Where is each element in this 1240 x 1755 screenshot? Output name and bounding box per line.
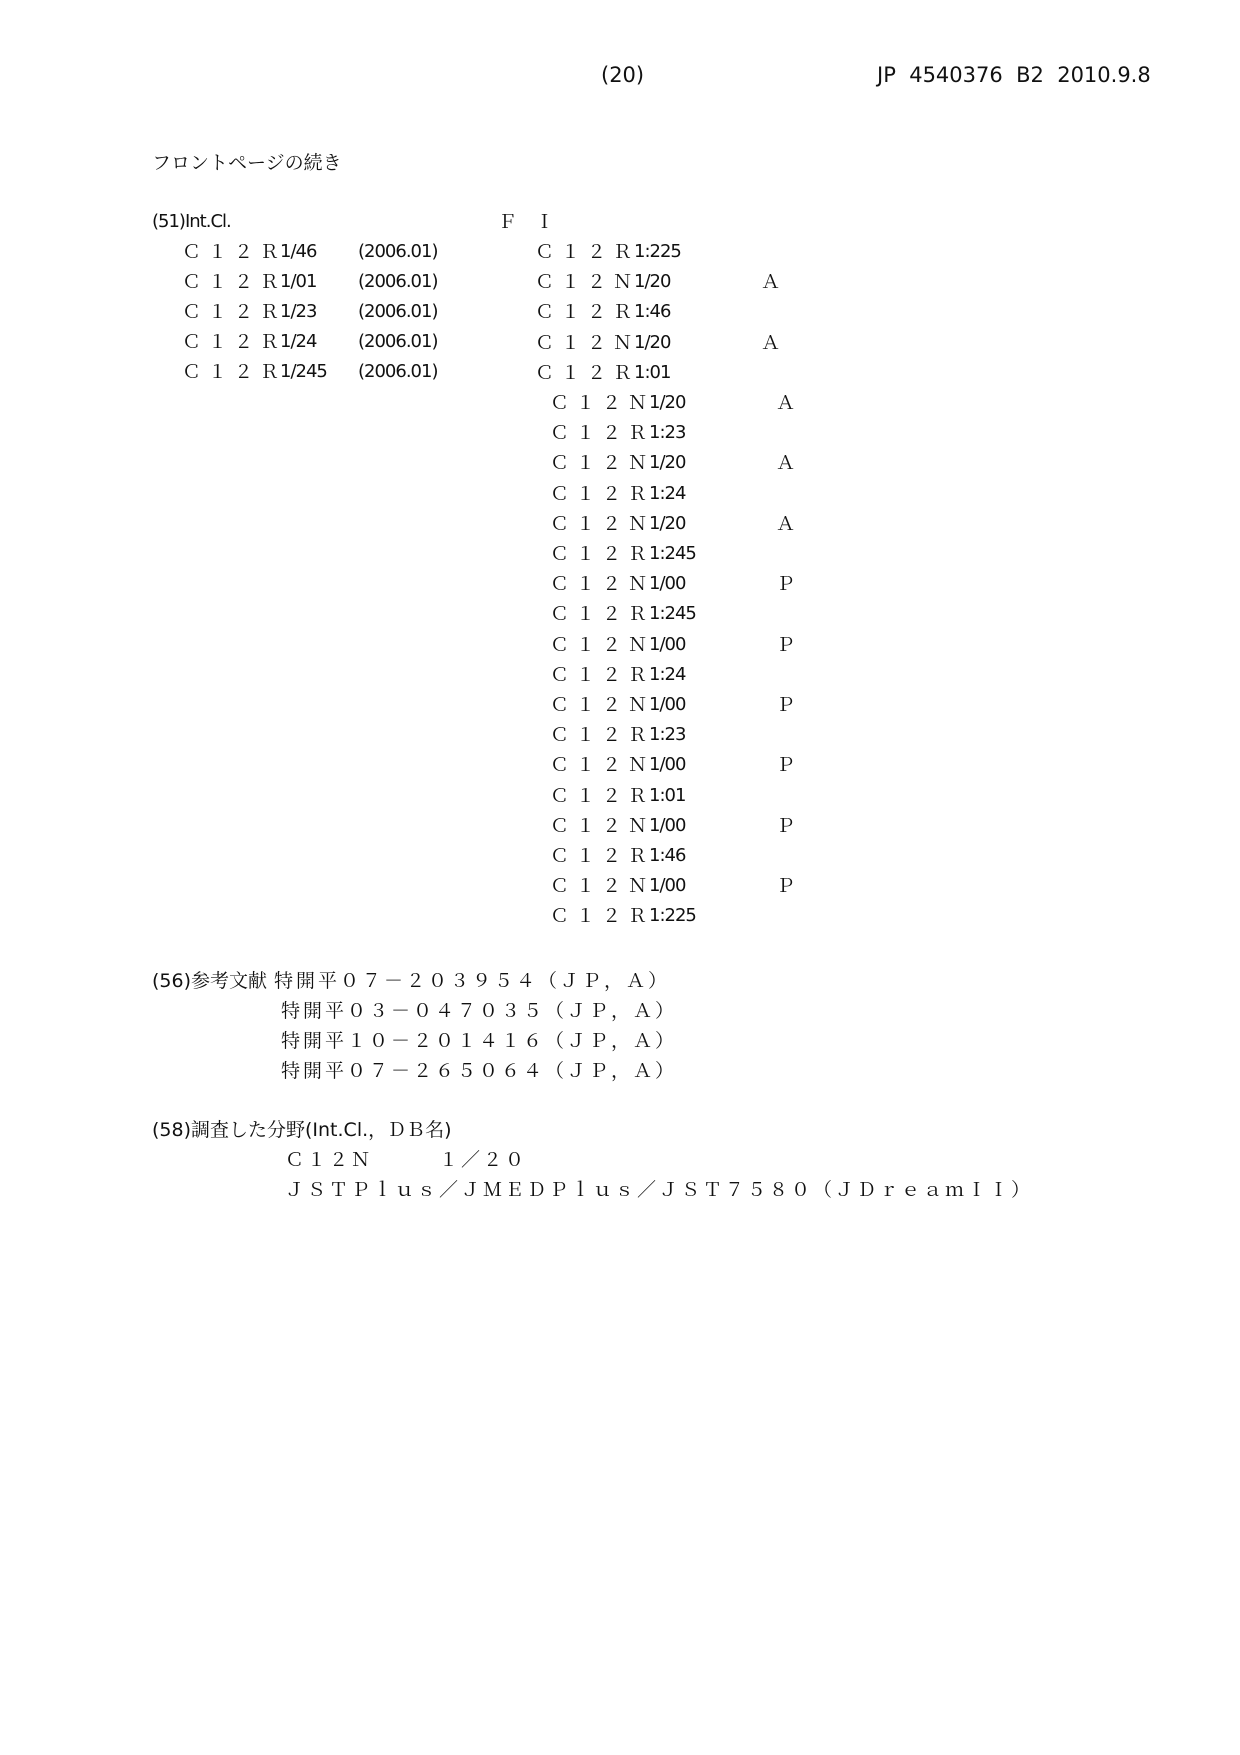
- fields-label: (58)調査した分野(Int.Cl.，ＤＢ名): [152, 1119, 452, 1141]
- patent-id: JP 4540376 B2 2010.9.8: [877, 63, 1151, 87]
- fi-class: Ｃ１２Ｒ: [550, 603, 655, 626]
- fi-class: Ｃ１２Ｒ: [550, 845, 655, 867]
- fi-number: 1:24: [649, 663, 686, 685]
- fi-number: 1:01: [649, 784, 686, 806]
- fi-class: Ｃ１２Ｎ: [550, 512, 655, 535]
- fi-number: 1:245: [649, 603, 696, 625]
- intcl-version: (2006.01): [358, 361, 438, 382]
- intcl-version: (2006.01): [358, 241, 438, 262]
- intcl-label: (51)Int.Cl.: [152, 211, 231, 232]
- fi-class: Ｃ１２Ｎ: [550, 452, 655, 475]
- fi-suffix: Ｐ: [776, 754, 796, 777]
- intcl-class: Ｃ１２Ｒ: [182, 361, 287, 383]
- fi-suffix: Ｐ: [776, 573, 796, 596]
- page-number: (20): [601, 63, 645, 87]
- fi-class: Ｃ１２Ｎ: [550, 573, 655, 596]
- fi-number: 1/00: [649, 814, 686, 836]
- reference-item: 特開平０３－０４７０３５（ＪＰ，Ａ）: [281, 1000, 678, 1022]
- fi-class: Ｃ１２Ｒ: [550, 482, 655, 505]
- fi-class: Ｃ１２Ｎ: [550, 875, 655, 898]
- fi-class: Ｃ１２Ｎ: [550, 633, 655, 656]
- fi-suffix: Ｐ: [776, 814, 796, 837]
- intcl-version: (2006.01): [358, 331, 438, 352]
- fi-number: 1:01: [634, 361, 671, 383]
- reference-item: 特開平０７－２０３９５４（ＪＰ，Ａ）: [274, 970, 671, 992]
- fi-number: 1:23: [649, 724, 686, 746]
- fi-number: 1/20: [634, 271, 671, 293]
- intcl-class: Ｃ１２Ｒ: [182, 301, 287, 323]
- fi-suffix: Ａ: [776, 512, 796, 535]
- fi-class: Ｃ１２Ｎ: [535, 331, 640, 354]
- fi-number: 1:46: [649, 845, 686, 866]
- fi-number: 1/20: [649, 392, 686, 413]
- fi-number: 1/20: [649, 452, 686, 474]
- fi-class: Ｃ１２Ｒ: [550, 663, 655, 686]
- fi-class: Ｃ１２Ｎ: [535, 271, 640, 294]
- intcl-number: 1/24: [280, 331, 317, 352]
- fi-class: Ｃ１２Ｒ: [550, 724, 655, 747]
- fi-suffix: Ａ: [776, 452, 796, 475]
- reference-item: 特開平１０－２０１４１６（ＪＰ，Ａ）: [281, 1030, 678, 1052]
- reference-item: 特開平０７－２６５０６４（ＪＰ，Ａ）: [281, 1060, 678, 1082]
- fi-number: 1/00: [649, 875, 686, 897]
- fi-number: 1/00: [649, 633, 686, 655]
- fi-class: Ｃ１２Ｎ: [550, 814, 655, 837]
- fi-number: 1:225: [649, 905, 696, 927]
- fi-suffix: Ｐ: [776, 633, 796, 656]
- references-label: (56)参考文献: [152, 970, 268, 992]
- intcl-number: 1/23: [280, 301, 317, 322]
- fi-number: 1:225: [634, 241, 681, 262]
- fi-class: Ｃ１２Ｒ: [550, 784, 655, 807]
- intcl-class: Ｃ１２Ｒ: [182, 331, 287, 353]
- fi-class: Ｃ１２Ｎ: [550, 392, 655, 414]
- fi-suffix: Ｐ: [776, 875, 796, 898]
- fi-number: 1/20: [649, 512, 686, 534]
- fi-label: Ｆ Ｉ: [498, 211, 561, 233]
- fi-class: Ｃ１２Ｎ: [550, 754, 655, 777]
- fi-number: 1/00: [649, 754, 686, 776]
- fi-number: 1:23: [649, 422, 686, 444]
- intcl-class: Ｃ１２Ｒ: [182, 241, 287, 263]
- fi-class: Ｃ１２Ｒ: [535, 241, 640, 263]
- fi-suffix: Ａ: [761, 271, 781, 294]
- fi-number: 1/00: [649, 694, 686, 715]
- fi-class: Ｃ１２Ｒ: [550, 543, 655, 565]
- intcl-version: (2006.01): [358, 271, 438, 292]
- fi-class: Ｃ１２Ｒ: [550, 422, 655, 445]
- fi-class: Ｃ１２Ｒ: [535, 361, 640, 384]
- intcl-version: (2006.01): [358, 301, 438, 322]
- fi-class: Ｃ１２Ｎ: [550, 694, 655, 716]
- fi-number: 1:46: [634, 301, 671, 323]
- intcl-number: 1/01: [280, 271, 317, 292]
- fi-class: Ｃ１２Ｒ: [535, 301, 640, 324]
- fi-suffix: Ｐ: [776, 694, 796, 716]
- intcl-class: Ｃ１２Ｒ: [182, 271, 287, 293]
- fi-number: 1:24: [649, 482, 686, 504]
- fi-number: 1:245: [649, 543, 696, 564]
- intcl-number: 1/46: [280, 241, 317, 262]
- front-page-continued: フロントページの続き: [152, 152, 342, 174]
- fi-number: 1/00: [649, 573, 686, 595]
- intcl-number: 1/245: [280, 361, 327, 382]
- fields-db-line: ＪＳＴＰｌｕｓ／ＪＭＥＤＰｌｕｓ／ＪＳＴ７５８０（ＪＤｒｅａｍＩＩ）: [285, 1179, 1034, 1201]
- fi-class: Ｃ１２Ｒ: [550, 905, 655, 928]
- fi-suffix: Ａ: [776, 392, 796, 414]
- fi-number: 1/20: [634, 331, 671, 353]
- fields-class-line: Ｃ１２Ｎ １／２０: [285, 1149, 528, 1171]
- fi-suffix: Ａ: [761, 331, 781, 354]
